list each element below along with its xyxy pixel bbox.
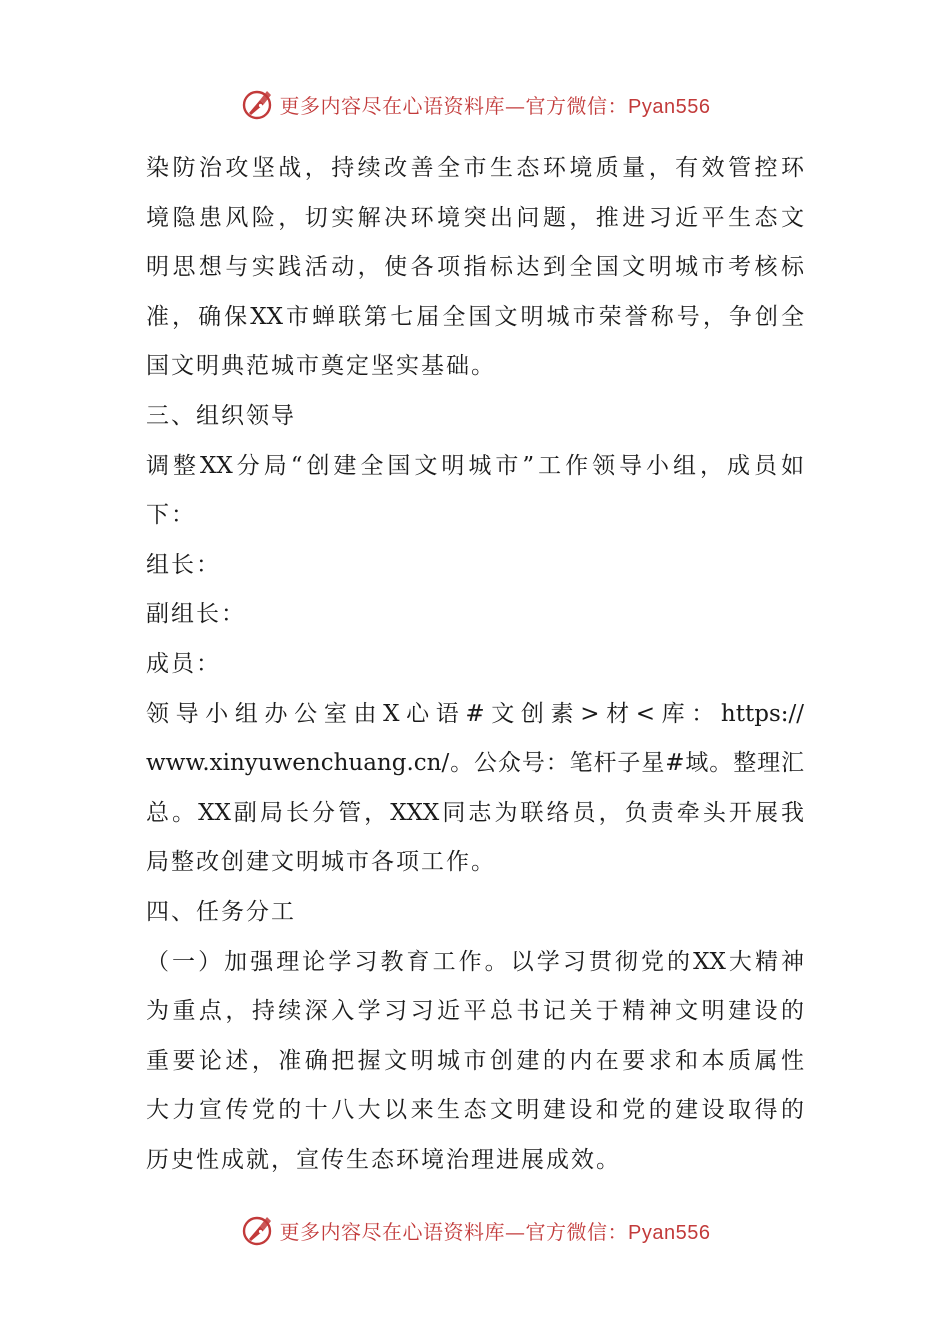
- header-banner-text: 更多内容尽在心语资料库—官方微信：Pyan556: [279, 93, 711, 118]
- body-line: 领导小组办公室由X心语#文创素>材<库：https://: [146, 700, 804, 727]
- body-line: 国文明典范城市奠定坚实基础。: [146, 353, 496, 380]
- body-line: 准，确保XX市蝉联第七届全国文明城市荣誉称号，争创全: [146, 303, 804, 330]
- body-line: 重要论述，准确把握文明城市创建的内在要求和本质属性: [146, 1047, 804, 1074]
- pen-nib-logo-icon: [240, 86, 276, 122]
- body-line: （一）加强理论学习教育工作。以学习贯彻党的XX大精神: [146, 948, 804, 975]
- members-label: 成员：: [146, 650, 221, 677]
- document-body: [146, 144, 804, 1185]
- body-line: 历史性成就，宣传生态环境治理进展成效。: [146, 1146, 621, 1173]
- body-line: 下：: [146, 502, 196, 529]
- body-line: 调整XX分局“创建全国文明城市”工作领导小组，成员如: [146, 452, 804, 479]
- header-banner: [0, 82, 950, 126]
- body-line: 大力宣传党的十八大以来生态文明建设和党的建设取得的: [146, 1097, 804, 1124]
- section-heading: 四、任务分工: [146, 898, 296, 925]
- body-line: 局整改创建文明城市各项工作。: [146, 849, 496, 876]
- body-line: 为重点，持续深入学习习近平总书记关于精神文明建设的: [146, 998, 804, 1025]
- section-heading: 三、组织领导: [146, 402, 296, 429]
- body-line: 境隐患风险，切实解决环境突出问题，推进习近平生态文: [146, 204, 804, 231]
- deputy-leader-label: 副组长：: [146, 601, 246, 628]
- header-wechat-account: Pyan556: [628, 95, 711, 118]
- footer-banner-text: 更多内容尽在心语资料库—官方微信：Pyan556: [279, 1219, 711, 1244]
- pen-nib-logo-icon: [240, 1212, 276, 1248]
- leader-label: 组长：: [146, 551, 221, 578]
- body-line: 染防治攻坚战，持续改善全市生态环境质量，有效管控环: [146, 155, 804, 181]
- body-line: 总。XX副局长分管，XXX同志为联络员，负责牵头开展我: [146, 799, 804, 826]
- body-line: 明思想与实践活动，使各项指标达到全国文明城市考核标: [146, 254, 804, 281]
- body-line: www.xinyuwenchuang.cn/。公众号：笔杆子星#域。整理汇: [146, 750, 804, 777]
- footer-wechat-account: Pyan556: [628, 1221, 711, 1244]
- footer-banner: [0, 1208, 950, 1252]
